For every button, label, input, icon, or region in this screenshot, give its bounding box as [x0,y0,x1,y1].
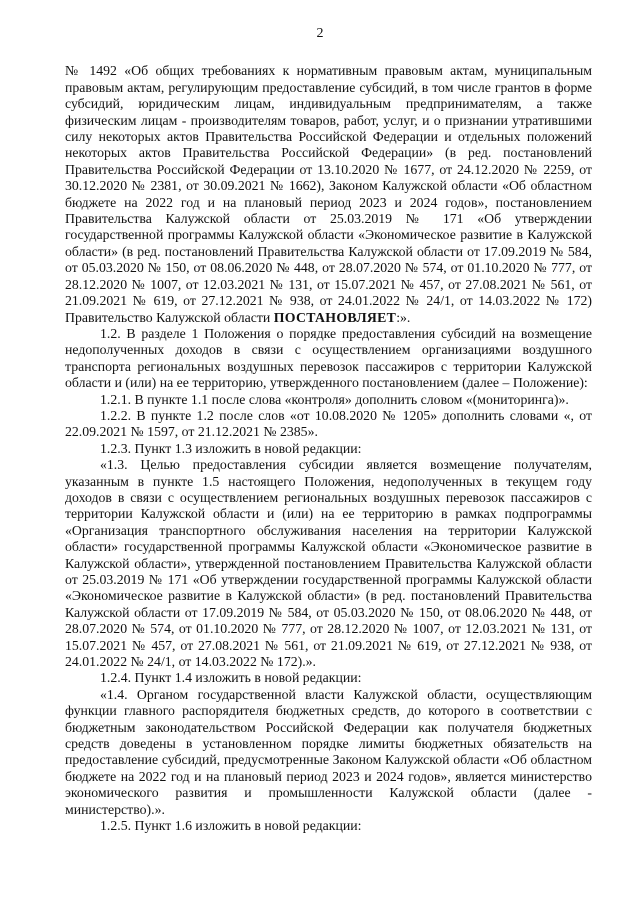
paragraph [65,687,592,818]
text-run: 1.2.2. В пункте 1.2 после слов «от 10.08.2020 № 1205» дополнить словами «, от 22.09.2021 № 1597, от 21.12.2021 № 2385». [65,407,592,440]
paragraph [65,441,592,457]
text-run: 1.2. В разделе 1 Положения о порядке предоставления субсидий на возмещение недополученных доходов в связи с осуществлением организациями воздушного транспорта региональных воздушных перевозок пассажиров с территории Калужской области и (или) на ее территорию, утвержденного постановлением (далее – Положение): [65,325,592,391]
document-body [65,63,592,834]
text-run: 1.2.3. Пункт 1.3 изложить в новой редакции: [100,440,362,456]
paragraph [65,818,592,834]
paragraph [65,392,592,408]
text-run: «1.3. Целью предоставления субсидии является возмещение получателям, указанным в пункте 1.5 настоящего Положения, недополученных в текущем году доходов в связи с осуществлением региональных воздушных перевозок пассажиров с территории Калужской области и (или) на ее территорию в рамках подпрограммы «Организация транспортного обслуживания населения на территории Калужской области» государственной программы Калужской области «Экономическое развитие в Калужской области», утвержденной постановлением Правительства Калужской области от 25.03.2019 № 171 «Об утверждении государственной программы Калужской области «Экономическое развитие в Калужской области» (в ред. постановлений Правительства Калужской области от 17.09.2019 № 584, от 05.03.2020 № 150, от 08.06.2020 № 448, от 28.07.2020 № 574, от 01.10.2020 № 777, от 28.12.2020 № 1007, от 12.03.2021 № 131, от 15.07.2021 № 457, от 27.08.2021 № 561, от 21.09.2021 № 619, от 27.12.2021 № 938, от 24.01.2022 № 24/1, от 14.03.2022 № 172).». [65,457,592,670]
paragraph [65,457,592,670]
text-run: «1.4. Органом государственной власти Калужской области, осуществляющим функции главного распорядителя бюджетных средств, до которого в соответствии с бюджетным законодательством Российской Федерации как получателя бюджетных средств доведены в установленном порядке лимиты бюджетных обязательств на предоставление субсидий, предусмотренные Законом Калужской области «Об областном бюджете на 2022 год и на плановый период 2023 и 2024 годов», является министерство экономического развития и промышленности Калужской области (далее - министерство).». [65,686,592,817]
page-number: 2 [316,26,324,41]
bold-text: ПОСТАНОВЛЯЕТ [273,309,397,325]
text-run: № 1492 «Об общих требованиях к нормативным правовым актам, муниципальным правовым актам, регулирующим предоставление субсидий, в том числе грантов в форме субсидий, юридическим лицам, индивидуальным предпринимателям, а также физическим лицам - производителям товаров, работ, услуг, и о признании утратившими силу некоторых актов Правительства Российской Федерации и отдельных положений некоторых актов Правительства Российской Федерации» (в ред. постановлений Правительства Российской Федерации от 13.10.2020 № 1677, от 24.12.2020 № 2259, от 30.12.2020 № 2381, от 30.09.2021 № 1662), Законом Калужской области «Об областном бюджете на 2022 год и на плановый период 2023 и 2024 годов», постановлением Правительства Калужской области от 25.03.2019 № 171 «Об утверждении государственной программы Калужской области «Экономическое развитие в Калужской области» (в ред. постановлений Правительства Калужской области от 17.09.2019 № 584, от 05.03.2020 № 150, от 08.06.2020 № 448, от 28.07.2020 № 574, от 01.10.2020 № 777, от 28.12.2020 № 1007, от 12.03.2021 № 131, от 15.07.2021 № 457, от 27.08.2021 № 561, от 21.09.2021 № 619, от 27.12.2021 № 938, от 24.01.2022 № 24/1, от 14.03.2022 № 172) Правительство Калужской области [65,63,592,325]
paragraph [65,408,592,441]
text-run: 1.2.4. Пункт 1.4 изложить в новой редакции: [100,670,362,686]
paragraph [65,326,592,392]
text-run: 1.2.5. Пункт 1.6 изложить в новой редакции: [100,818,362,834]
text-run: :». [396,309,411,325]
text-run: 1.2.1. В пункте 1.1 после слова «контроля» дополнить словом «(мониторинга)». [100,391,569,407]
paragraph [65,63,592,326]
paragraph [65,670,592,686]
